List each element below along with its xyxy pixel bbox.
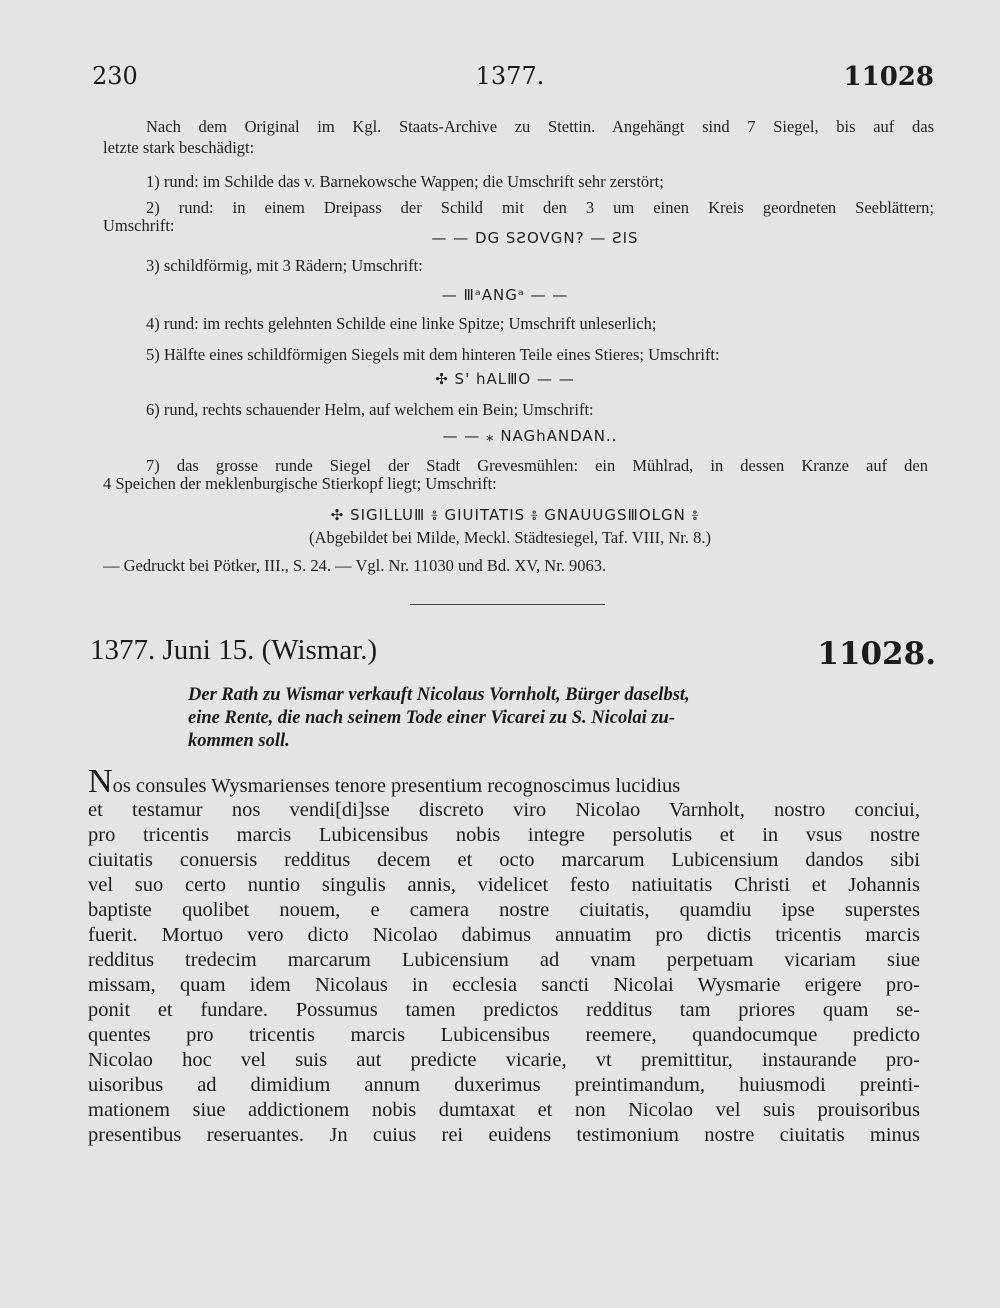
body-line: presentibus reseruantes. Jn cuius rei euidens testimonium nostre ciuitatis minus xyxy=(88,1124,920,1146)
seal-7-reference: (Abgebildet bei Milde, Meckl. Städtesiegel, Taf. VIII, Nr. 8.) xyxy=(309,528,711,547)
body-line: ponit et fundare. Possumus tamen predictos redditus tam priores quam se- xyxy=(88,999,920,1021)
document-number: 11028. xyxy=(817,636,936,672)
note-source-line-2: letzte stark beschädigt: xyxy=(103,138,255,157)
seal-1: 1) rund: im Schilde das v. Barnekowsche Wappen; die Umschrift sehr zerstört; xyxy=(146,172,664,191)
body-line-first-rest: os consules Wysmarienses tenore presentium recognoscimus lucidius xyxy=(112,775,681,797)
document-date: 1377. Juni 15. (Wismar.) xyxy=(90,634,378,666)
summary-line: Der Rath zu Wismar verkauft Nicolaus Vornholt, Bürger daselbst, xyxy=(188,685,690,705)
summary-line: eine Rente, die nach seinem Tode einer Vicarei zu S. Nicolai zu- xyxy=(188,708,675,728)
body-line: vel suo certo nuntio singulis annis, videlicet festo natiuitatis Christi et Johannis xyxy=(88,874,920,896)
body-line: pro tricentis marcis Lubicensibus nobis integre persolutis et in vsus nostre xyxy=(88,824,920,846)
body-line: Nicolao hoc vel suis aut predicte vicarie, vt premittitur, instaurande pro- xyxy=(88,1049,920,1071)
initial-letter: N xyxy=(88,763,113,800)
page-number: 230 xyxy=(92,62,138,90)
body-line-first xyxy=(88,763,920,800)
body-line: ciuitatis conuersis redditus decem et octo marcarum Lubicensium dandos sibi xyxy=(88,849,920,871)
seal-7-line-2: 4 Speichen der meklenburgische Stierkopf liegt; Umschrift: xyxy=(103,474,497,493)
header-doc-number: 11028 xyxy=(843,62,934,92)
seal-3: 3) schildförmig, mit 3 Rädern; Umschrift: xyxy=(146,256,423,275)
summary-line: kommen soll. xyxy=(188,731,290,751)
body-line: fuerit. Mortuo vero dicto Nicolao dabimus annuatim pro dictis tricentis marcis xyxy=(88,924,920,946)
seal-5-legend: ✣ S' hALⅢO — — xyxy=(435,370,575,388)
seal-3-legend: — ⅢᵃANGᵃ — — xyxy=(441,286,569,304)
seal-2-legend: — — DG SƧOVGN? — ƧIS xyxy=(431,229,639,247)
seal-5: 5) Hälfte eines schildförmigen Siegels mit dem hinteren Teile eines Stieres; Umschrift: xyxy=(146,345,720,364)
note-source-line: Nach dem Original im Kgl. Staats-Archive zu Stettin. Angehängt sind 7 Siegel, bis auf das xyxy=(146,117,934,136)
printed-reference: — Gedruckt bei Pötker, III., S. 24. — Vgl. Nr. 11030 und Bd. XV, Nr. 9063. xyxy=(103,556,607,575)
body-line: quentes pro tricentis marcis Lubicensibus reemere, quandocumque predicto xyxy=(88,1024,920,1046)
header-year: 1377. xyxy=(475,62,545,90)
body-line: redditus tredecim marcarum Lubicensium ad vnam perpetuam vicariam siue xyxy=(88,949,920,971)
seal-7-legend: ✣ SIGILLUⅢ ៖ GIUITATIS ៖ GNAUUGSⅢOLGN ៖ xyxy=(330,506,700,524)
body-line: uisoribus ad dimidium annum duxerimus preintimandum, huiusmodi preinti- xyxy=(88,1074,920,1096)
section-divider xyxy=(410,604,605,605)
body-line: mationem siue addictionem nobis dumtaxat et non Nicolao vel suis prouisoribus xyxy=(88,1099,920,1121)
body-line: baptiste quolibet nouem, e camera nostre ciuitatis, quamdiu ipse superstes xyxy=(88,899,920,921)
seal-7: 7) das grosse runde Siegel der Stadt Grevesmühlen: ein Mühlrad, in dessen Kranze auf den xyxy=(146,456,928,475)
seal-2: 2) rund: in einem Dreipass der Schild mit den 3 um einen Kreis geordneten Seeblättern; xyxy=(146,198,934,217)
seal-4: 4) rund: im rechts gelehnten Schilde eine linke Spitze; Umschrift unleserlich; xyxy=(146,314,657,333)
body-line: missam, quam idem Nicolaus in ecclesia sancti Nicolai Wysmarie erigere pro- xyxy=(88,974,920,996)
seal-6-legend: — — ⁎ NAGhANDAN.. xyxy=(442,427,618,445)
body-line: et testamur nos vendi[di]sse discreto viro Nicolao Varnholt, nostro conciui, xyxy=(88,799,920,821)
seal-2-label: Umschrift: xyxy=(103,216,175,235)
seal-6: 6) rund, rechts schauender Helm, auf welchem ein Bein; Umschrift: xyxy=(146,400,594,419)
